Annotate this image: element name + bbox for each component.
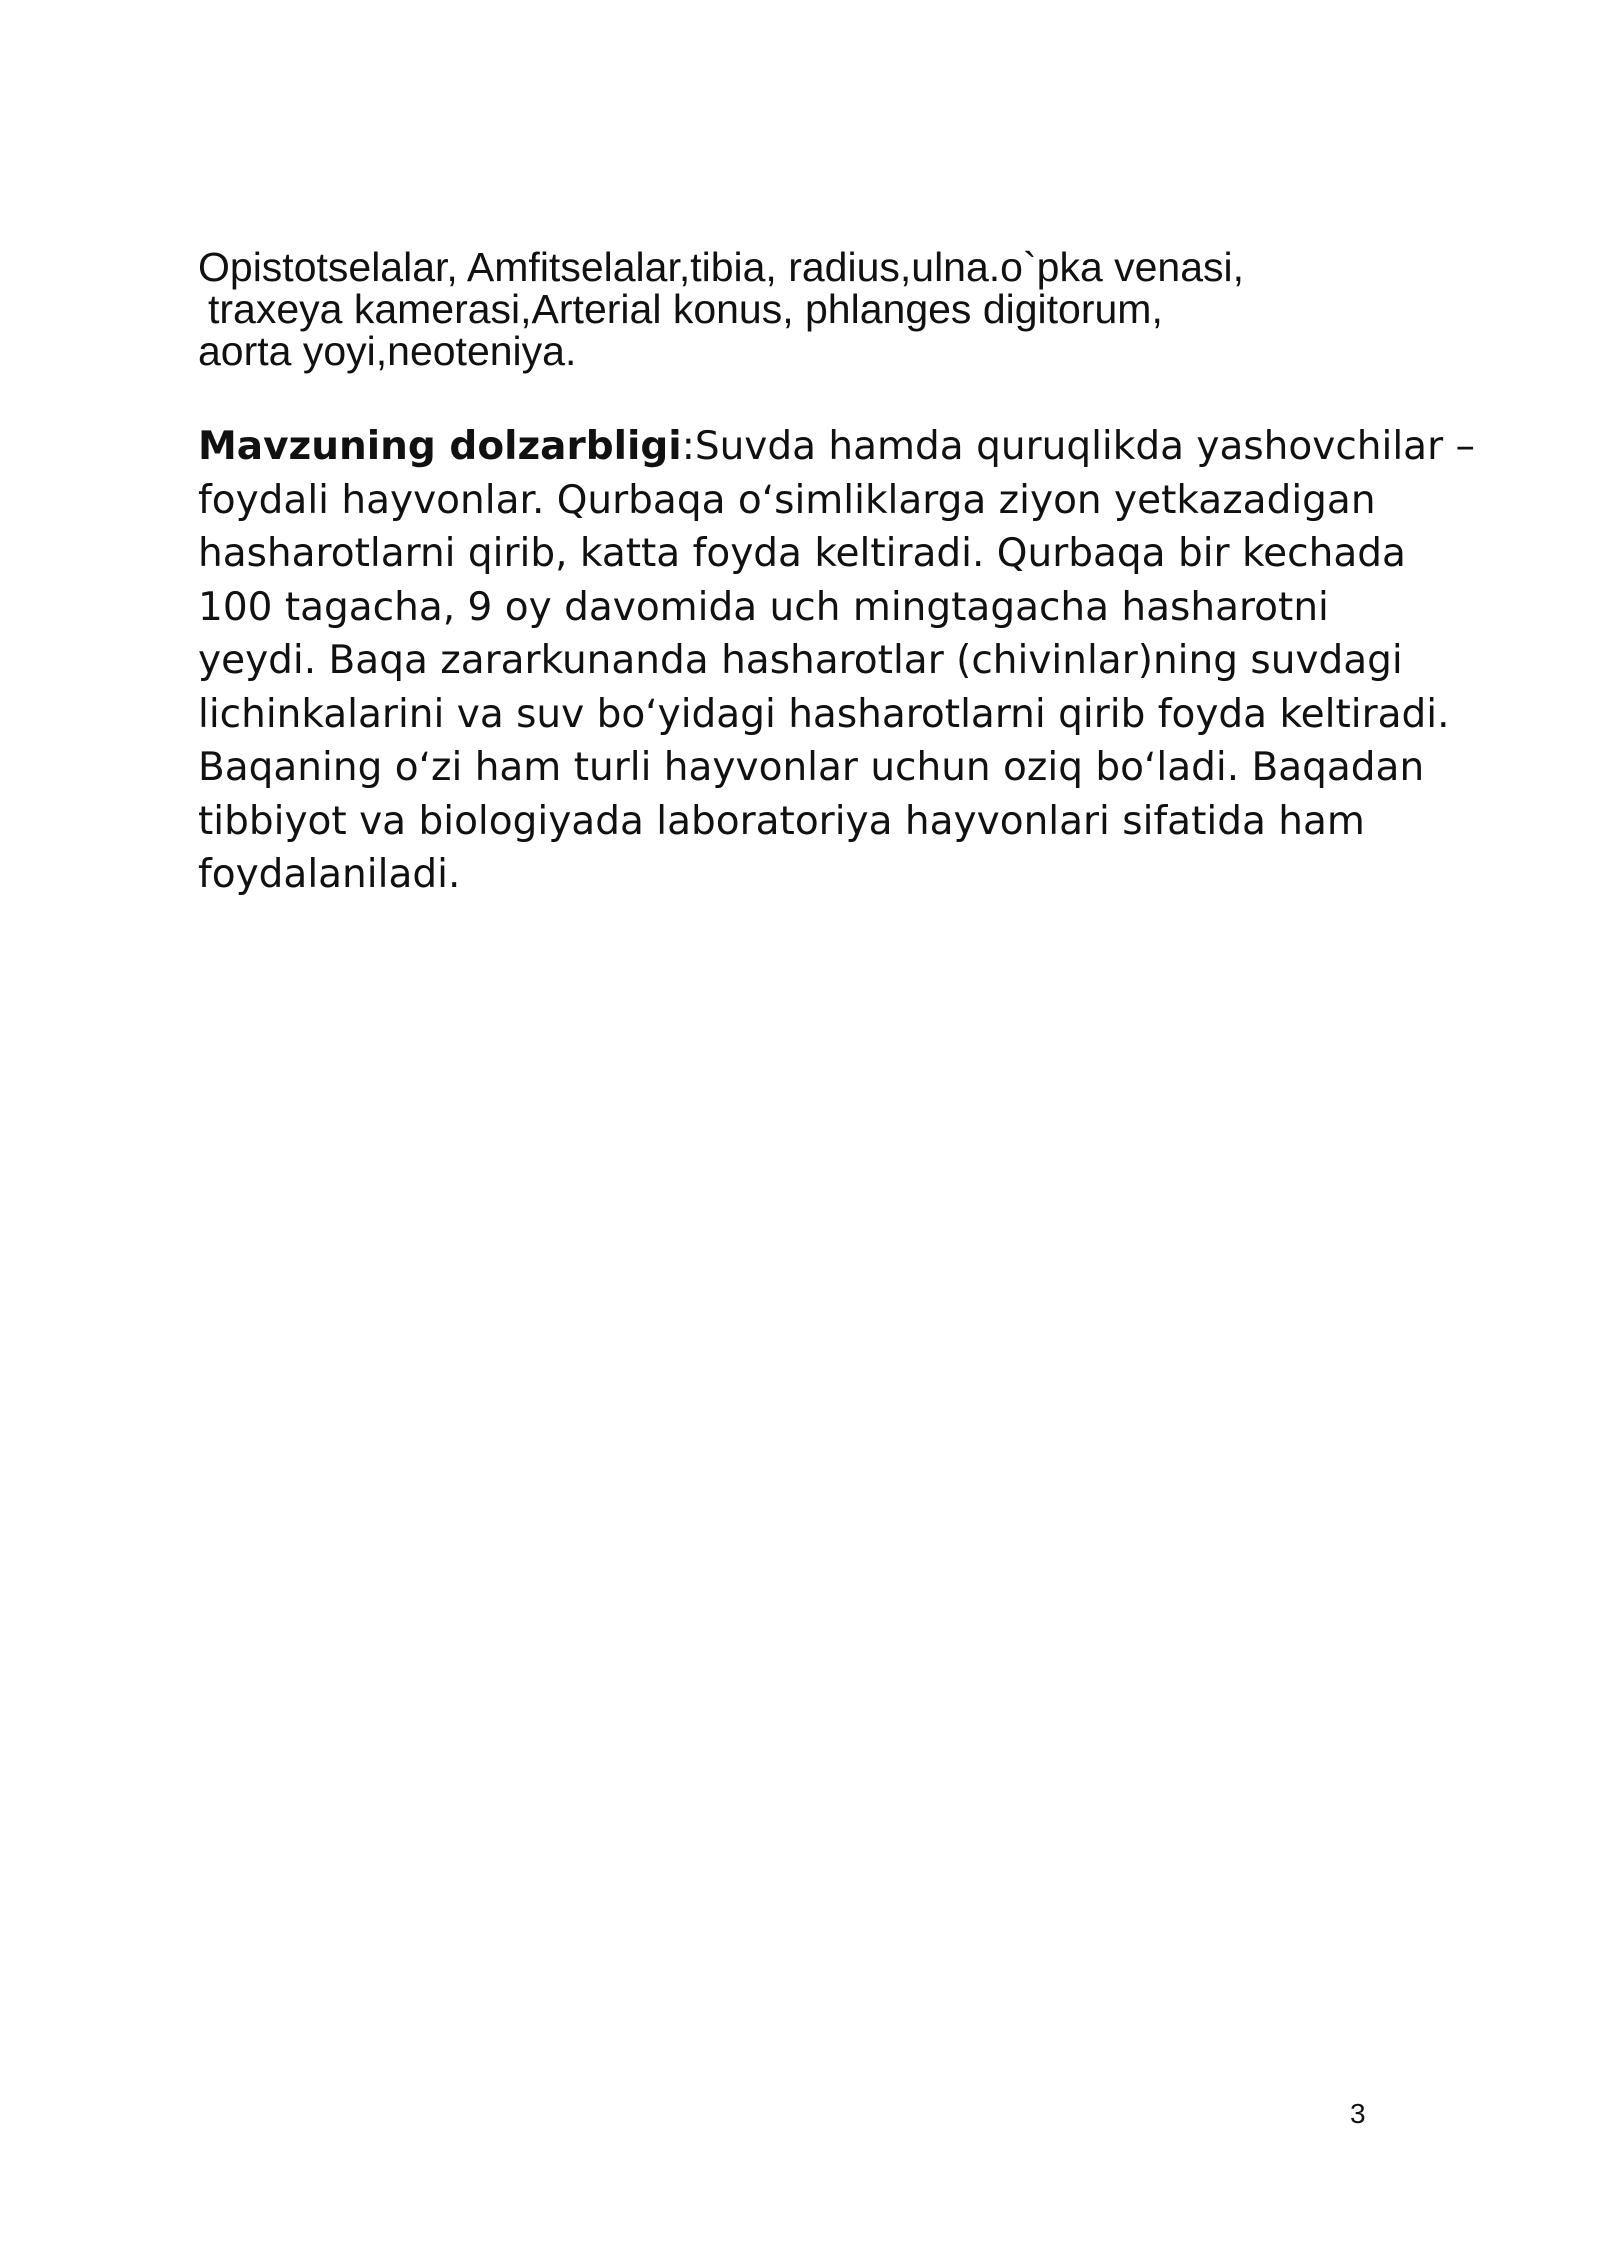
relevance-line: 100 tagacha, 9 oy davomida uch mingtagacha hasharotni [198,584,1329,630]
relevance-line: hasharotlarni qirib, katta foyda keltiradi. Qurbaqa bir kechada [198,531,1406,576]
key-terms-line-2: traxeya kamerasi,Arterial konus, phlanges digitorum, [208,286,1163,332]
key-terms-paragraph [198,246,1518,372]
relevance-line: tibbiyot va biologiyada laboratoriya hayvonlari sifatida ham [198,798,1365,844]
section-heading: Mavzuning dolzarbligi [198,424,682,469]
relevance-line: yeydi. Baqa zararkunanda hasharotlar (chivinlar)ning suvdagi [198,638,1403,683]
relevance-line: Baqaning o‘zi ham turli hayvonlar uchun oziq bo‘ladi. Baqadan [198,745,1425,790]
relevance-first-line [198,420,1578,474]
page-number: 3 [1350,2098,1366,2129]
relevance-first-line-text: :Suvda hamda quruqlikda yashovchilar – [681,424,1475,469]
key-terms-line-3: aorta yoyi,neoteniya. [198,328,577,374]
key-terms-line-1: Opistotselalar, Amfitselalar,tibia, radius,ulna.o`pka venasi, [198,244,1245,290]
relevance-line: lichinkalarini va suv bo‘yidagi hasharotlarni qirib foyda keltiradi. [198,691,1450,737]
relevance-line: foydalaniladi. [198,852,461,897]
relevance-line: foydali hayvonlar. Qurbaqa o‘simliklarga ziyon yetkazadigan [198,477,1376,523]
relevance-paragraph [198,420,1578,902]
